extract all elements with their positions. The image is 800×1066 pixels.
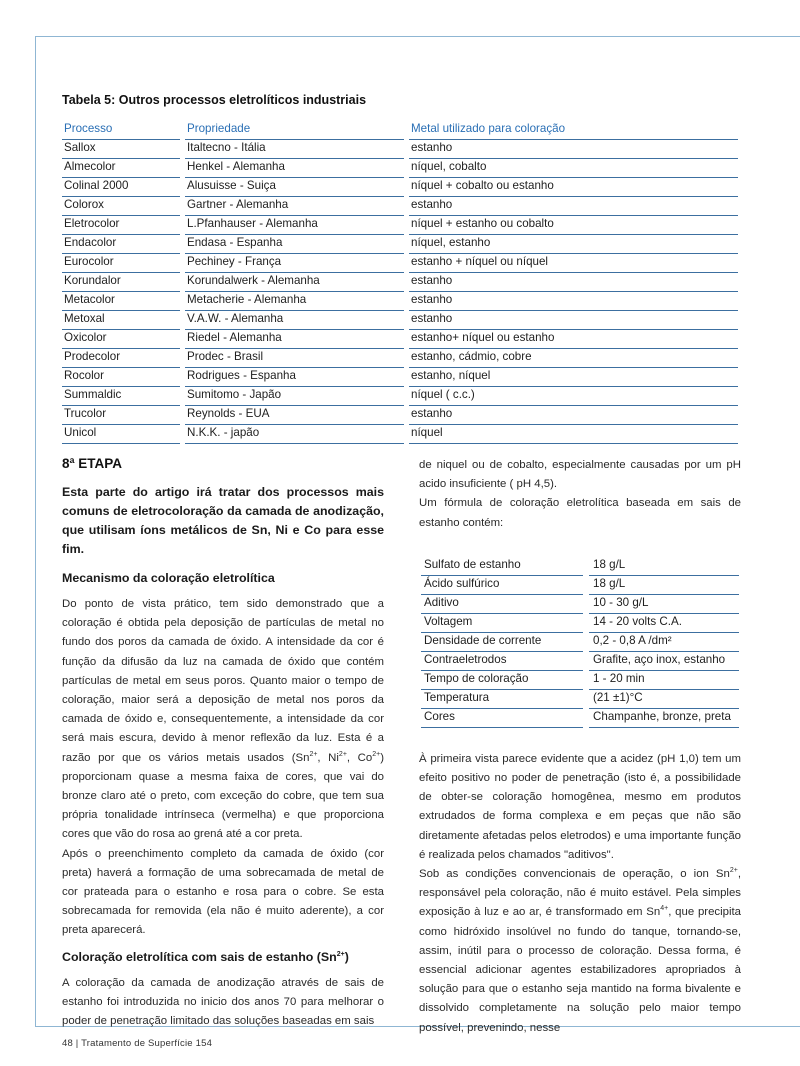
section-heading: 8ª ETAPA bbox=[62, 456, 123, 471]
table-cell: Eurocolor bbox=[64, 255, 114, 268]
table-cell: Endacolor bbox=[64, 236, 117, 249]
table-cell: Prodec - Brasil bbox=[187, 350, 264, 363]
table-cell: estanho+ níquel ou estanho bbox=[411, 331, 555, 344]
table-cell: estanho bbox=[411, 198, 453, 211]
body-text bbox=[419, 456, 741, 533]
formula-row bbox=[421, 614, 739, 633]
table-cell: estanho, níquel bbox=[411, 369, 491, 382]
table-cell: estanho + níquel ou níquel bbox=[411, 255, 548, 268]
table-header-cell: Metal utilizado para coloração bbox=[411, 122, 566, 135]
page-footer: 48 | Tratamento de Superfície 154 bbox=[62, 1038, 213, 1049]
table-cell: Alusuisse - Suiça bbox=[187, 179, 276, 192]
right-column bbox=[419, 456, 741, 1038]
table-cell: Gartner - Alemanha bbox=[187, 198, 289, 211]
table-row bbox=[62, 349, 738, 368]
formula-cell: Ácido sulfúrico bbox=[424, 576, 500, 590]
table-cell: níquel, cobalto bbox=[411, 160, 487, 173]
body-text bbox=[62, 595, 384, 941]
table-cell: estanho bbox=[411, 407, 453, 420]
formula-row bbox=[421, 595, 739, 614]
table-cell: Oxicolor bbox=[64, 331, 107, 344]
table-cell: Almecolor bbox=[64, 160, 116, 173]
formula-cell: (21 ±1)°C bbox=[593, 690, 643, 704]
table-row bbox=[62, 140, 738, 159]
table-cell: níquel, estanho bbox=[411, 236, 491, 249]
formula-cell: Temperatura bbox=[424, 690, 490, 704]
paragraph: Um fórmula de coloração eletrolítica baseada em sais de estanho contém: bbox=[419, 497, 741, 529]
formula-cell: Contraeletrodos bbox=[424, 652, 507, 666]
page-frame-top bbox=[35, 36, 800, 37]
table-cell: níquel + cobalto ou estanho bbox=[411, 179, 554, 192]
formula-cell: 18 g/L bbox=[593, 576, 626, 590]
table-row bbox=[62, 406, 738, 425]
body-text bbox=[419, 750, 741, 1038]
table-cell: níquel bbox=[411, 426, 443, 439]
table-cell: Metoxal bbox=[64, 312, 105, 325]
subheading-tin-salts: Coloração eletrolítica com sais de estanho $(Sn^{2+})$ bbox=[62, 949, 349, 964]
table-cell: estanho, cádmio, cobre bbox=[411, 350, 532, 363]
formula-row bbox=[421, 690, 739, 709]
table-cell: estanho bbox=[411, 274, 453, 287]
table-cell: Korundalwerk - Alemanha bbox=[187, 274, 320, 287]
formula-row bbox=[421, 576, 739, 595]
formula-cell: 18 g/L bbox=[593, 557, 626, 571]
table-cell: N.K.K. - japão bbox=[187, 426, 260, 439]
table-cell: Reynolds - EUA bbox=[187, 407, 270, 420]
table-cell: Summaldic bbox=[64, 388, 122, 401]
table-cell: Colorox bbox=[64, 198, 104, 211]
table-cell: estanho bbox=[411, 141, 453, 154]
paragraph: Do ponto de vista prático, tem sido demonstrado que a coloração é obtida pela deposição de partículas de metal no fundo dos poros da camada de óxido. A intensidade da cor é função da difusão da luz na camada de óxido que contém partículas de metal em seus poros. Quanto maior o tempo de coloração, maior será a deposição de metal nos poros da camada de óxido e, consequentemente, a intensidade da cor será mais escura, devido à menor reflexão da luz. Esta é a razão por que os vários metais usados ($Sn^{2+}$, $Ni^{2+}$, $Co^{2+}$) proporcionam quase a mesma faixa de cores, que vai do bronze claro até o preto, com exceção do cobre, que tem sua própria tonalidade intrínseca (vermelha) e que proporciona cores que vão do rosa ao grená até a cor preta. bbox=[62, 598, 384, 841]
table-row bbox=[62, 311, 738, 330]
left-column bbox=[62, 456, 384, 1031]
table-cell: Sumitomo - Japão bbox=[187, 388, 282, 401]
table-cell: Eletrocolor bbox=[64, 217, 120, 230]
table-row bbox=[62, 197, 738, 216]
body-text bbox=[62, 974, 384, 1032]
table-row bbox=[62, 254, 738, 273]
table-cell: Unicol bbox=[64, 426, 97, 439]
paragraph: À primeira vista parece evidente que a acidez (pH 1,0) tem um efeito positivo no poder de penetração (isto é, a possibilidade de obter-se coloração homogênea, mesmo em produtos extrudados de forma complexa e em peças que não são diretamente afetadas pelos eletrodos) e uma importante função é realizada pelos chamados "aditivos". bbox=[419, 752, 741, 861]
table-cell: Endasa - Espanha bbox=[187, 236, 283, 249]
formula-row bbox=[421, 709, 739, 728]
table-row bbox=[62, 292, 738, 311]
table-header-cell: Processo bbox=[64, 122, 113, 135]
table-row bbox=[62, 235, 738, 254]
formula-table bbox=[421, 557, 739, 728]
formula-row bbox=[421, 633, 739, 652]
table-cell: Rodrigues - Espanha bbox=[187, 369, 296, 382]
table-row bbox=[62, 216, 738, 235]
formula-cell: Tempo de coloração bbox=[424, 671, 529, 685]
formula-row bbox=[421, 652, 739, 671]
table-cell: Colinal 2000 bbox=[64, 179, 129, 192]
paragraph: Sob as condições convencionais de operação, o ion $Sn^{2+}$, responsável pela coloração, não é muito estável. Pela simples exposição à luz e ao ar, é transformado em $Sn^{4+}$, que precipita como hidróxido insolúvel no fundo do tanque, tornando-se, assim, inútil para o processo de coloração. Dessa forma, é essencial adicionar agentes estabilizadores apropriados à solução para que o estanho seja mantido na forma bivalente e dissolvido completamente na solução pelo maior tempo possível, prevenindo, nesse bbox=[419, 867, 741, 1034]
table-row bbox=[62, 425, 738, 444]
table-row bbox=[62, 273, 738, 292]
formula-cell: Voltagem bbox=[424, 614, 473, 628]
formula-cell: 0,2 - 0,8 A /dm² bbox=[593, 633, 672, 647]
paragraph: Após o preenchimento completo da camada de óxido (cor preta) haverá a formação de uma sobrecamada de metal de cor prateada para o estanho e rosa para o cobre. Se esta sobrecamada for removida (ela não é muito aderente), a cor preta aparecerá. bbox=[62, 847, 384, 937]
table-cell: estanho bbox=[411, 293, 453, 306]
formula-cell: Aditivo bbox=[424, 595, 459, 609]
formula-cell: Sulfato de estanho bbox=[424, 557, 521, 571]
table-cell: níquel + estanho ou cobalto bbox=[411, 217, 554, 230]
table-header-row bbox=[62, 121, 738, 140]
table-row bbox=[62, 387, 738, 406]
table-cell: Pechiney - França bbox=[187, 255, 282, 268]
formula-cell: Champanhe, bronze, preta bbox=[593, 709, 731, 723]
table-cell: níquel ( c.c.) bbox=[411, 388, 475, 401]
table-cell: Prodecolor bbox=[64, 350, 121, 363]
table-row bbox=[62, 159, 738, 178]
table-cell: L.Pfanhauser - Alemanha bbox=[187, 217, 318, 230]
formula-cell: Grafite, aço inox, estanho bbox=[593, 652, 726, 666]
formula-cell: 1 - 20 min bbox=[593, 671, 645, 685]
table-cell: Sallox bbox=[64, 141, 96, 154]
table-cell: estanho bbox=[411, 312, 453, 325]
table-cell: Rocolor bbox=[64, 369, 104, 382]
table-cell: Korundalor bbox=[64, 274, 121, 287]
formula-cell: Densidade de corrente bbox=[424, 633, 542, 647]
formula-row bbox=[421, 557, 739, 576]
formula-cell: 10 - 30 g/L bbox=[593, 595, 649, 609]
subheading-mechanism: Mecanismo da coloração eletrolítica bbox=[62, 571, 275, 585]
table-cell: V.A.W. - Alemanha bbox=[187, 312, 284, 325]
table-title: Tabela 5: Outros processos eletrolíticos industriais bbox=[62, 93, 367, 107]
formula-row bbox=[421, 671, 739, 690]
page-frame-left bbox=[35, 36, 36, 1026]
table-row bbox=[62, 178, 738, 197]
paragraph: A coloração da camada de anodização através de sais de estanho foi introduzida no inicio dos anos 70 para melhorar o poder de penetração limitado das soluções baseadas em sais bbox=[62, 976, 384, 1028]
table-cell: Riedel - Alemanha bbox=[187, 331, 282, 344]
table-row bbox=[62, 368, 738, 387]
lead-paragraph: Esta parte do artigo irá tratar dos processos mais comuns de eletrocoloração da camada de anodização, que utilisam íons metálicos de Sn, Ni e Co para esse fim. bbox=[62, 485, 384, 556]
table-cell: Trucolor bbox=[64, 407, 107, 420]
table-cell: Metacherie - Alemanha bbox=[187, 293, 307, 306]
table-cell: Metacolor bbox=[64, 293, 115, 306]
processes-table bbox=[62, 121, 738, 444]
formula-cell: Cores bbox=[424, 709, 455, 723]
table-cell: Italtecno - Itália bbox=[187, 141, 266, 154]
formula-cell: 14 - 20 volts C.A. bbox=[593, 614, 682, 628]
table-row bbox=[62, 330, 738, 349]
table-header-cell: Propriedade bbox=[187, 122, 251, 135]
paragraph: de niquel ou de cobalto, especialmente causadas por um pH acido insuficiente ( pH 4,5). bbox=[419, 459, 741, 491]
table-cell: Henkel - Alemanha bbox=[187, 160, 285, 173]
